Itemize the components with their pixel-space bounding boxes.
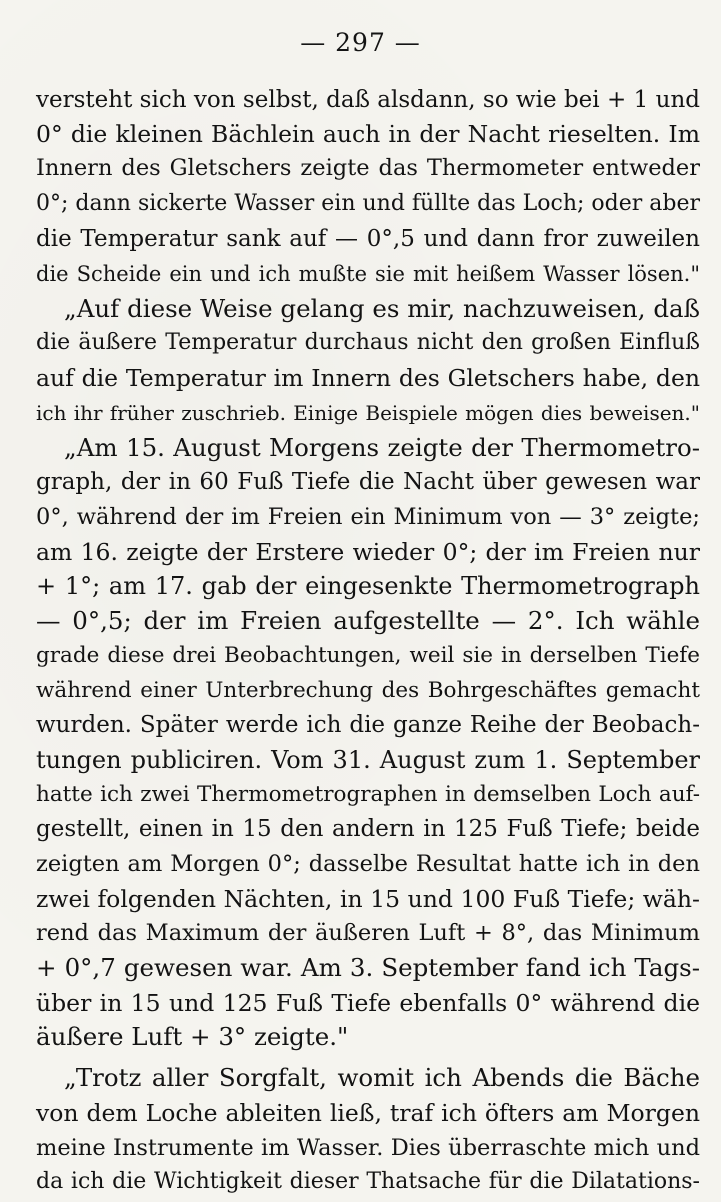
text-line: auf die Temperatur im Innern des Gletschers habe, den xyxy=(36,364,700,392)
text-line: 0°; dann sickerte Wasser ein und füllte das Loch; oder aber xyxy=(36,191,700,216)
text-line: hatte ich zwei Thermometrographen in demselben Loch auf- xyxy=(36,782,700,807)
text-line: über in 15 und 125 Fuß Tiefe ebenfalls 0° während die xyxy=(36,989,700,1017)
text-line: 0° die kleinen Bächlein auch in der Nacht rieselten. Im xyxy=(36,120,700,148)
text-line: tungen publiciren. Vom 31. August zum 1. September xyxy=(36,746,700,774)
text-line: die äußere Temperatur durchaus nicht den großen Einfluß xyxy=(36,330,700,355)
text-line: die Temperatur sank auf — 0°,5 und dann fror zuweilen xyxy=(36,226,700,252)
text-line: zeigten am Morgen 0°; dasselbe Resultat hatte ich in den xyxy=(36,851,700,877)
text-line: rend das Maximum der äußeren Luft + 8°, das Minimum xyxy=(36,920,700,946)
text-line: „Am 15. August Morgens zeigte der Thermometro- xyxy=(64,433,700,462)
text-line: wurden. Später werde ich die ganze Reihe der Beobach- xyxy=(36,712,700,738)
text-line: „Auf diese Weise gelang es mir, nachzuweisen, daß xyxy=(64,294,700,323)
text-line: „Trotz aller Sorgfalt, womit ich Abends die Bäche xyxy=(64,1063,700,1092)
text-line: 0°, während der im Freien ein Minimum von — 3° zeigte; xyxy=(36,504,700,530)
text-line: meine Instrumente im Wasser. Dies überraschte mich und xyxy=(36,1135,700,1161)
text-line: ich ihr früher zuschrieb. Einige Beispiele mögen dies beweisen." xyxy=(36,401,700,425)
text-line: versteht sich von selbst, daß alsdann, so wie bei + 1 und xyxy=(36,87,700,113)
text-line: Innern des Gletschers zeigte das Thermometer entweder xyxy=(36,155,700,181)
text-line: + 0°,7 gewesen war. Am 3. September fand ich Tags- xyxy=(36,953,700,982)
text-line: am 16. zeigte der Erstere wieder 0°; der im Freien nur xyxy=(36,538,700,566)
text-line: da ich die Wichtigkeit dieser Thatsache für die Dilatations- xyxy=(36,1169,700,1194)
text-line: + 1°; am 17. gab der eingesenkte Thermometrograph xyxy=(36,572,700,600)
text-line: von dem Loche ableiten ließ, traf ich öfters am Morgen xyxy=(36,1099,700,1127)
text-line: während einer Unterbrechung des Bohrgeschäftes gemacht xyxy=(36,678,700,703)
text-line: zwei folgenden Nächten, in 15 und 100 Fuß Tiefe; wäh- xyxy=(36,885,700,913)
text-line: die Scheide ein und ich mußte sie mit heißem Wasser lösen." xyxy=(36,262,700,286)
text-line: graph, der in 60 Fuß Tiefe die Nacht über gewesen war xyxy=(36,469,700,495)
text-line: gestellt, einen in 15 den andern in 125 Fuß Tiefe; beide xyxy=(36,816,700,842)
page-number: — 297 — xyxy=(300,28,421,57)
text-line: äußere Luft + 3° zeigte." xyxy=(36,1022,349,1051)
text-line: grade diese drei Beobachtungen, weil sie in derselben Tiefe xyxy=(36,643,700,668)
text-line: — 0°,5; der im Freien aufgestellte — 2°. Ich wähle xyxy=(36,606,700,635)
